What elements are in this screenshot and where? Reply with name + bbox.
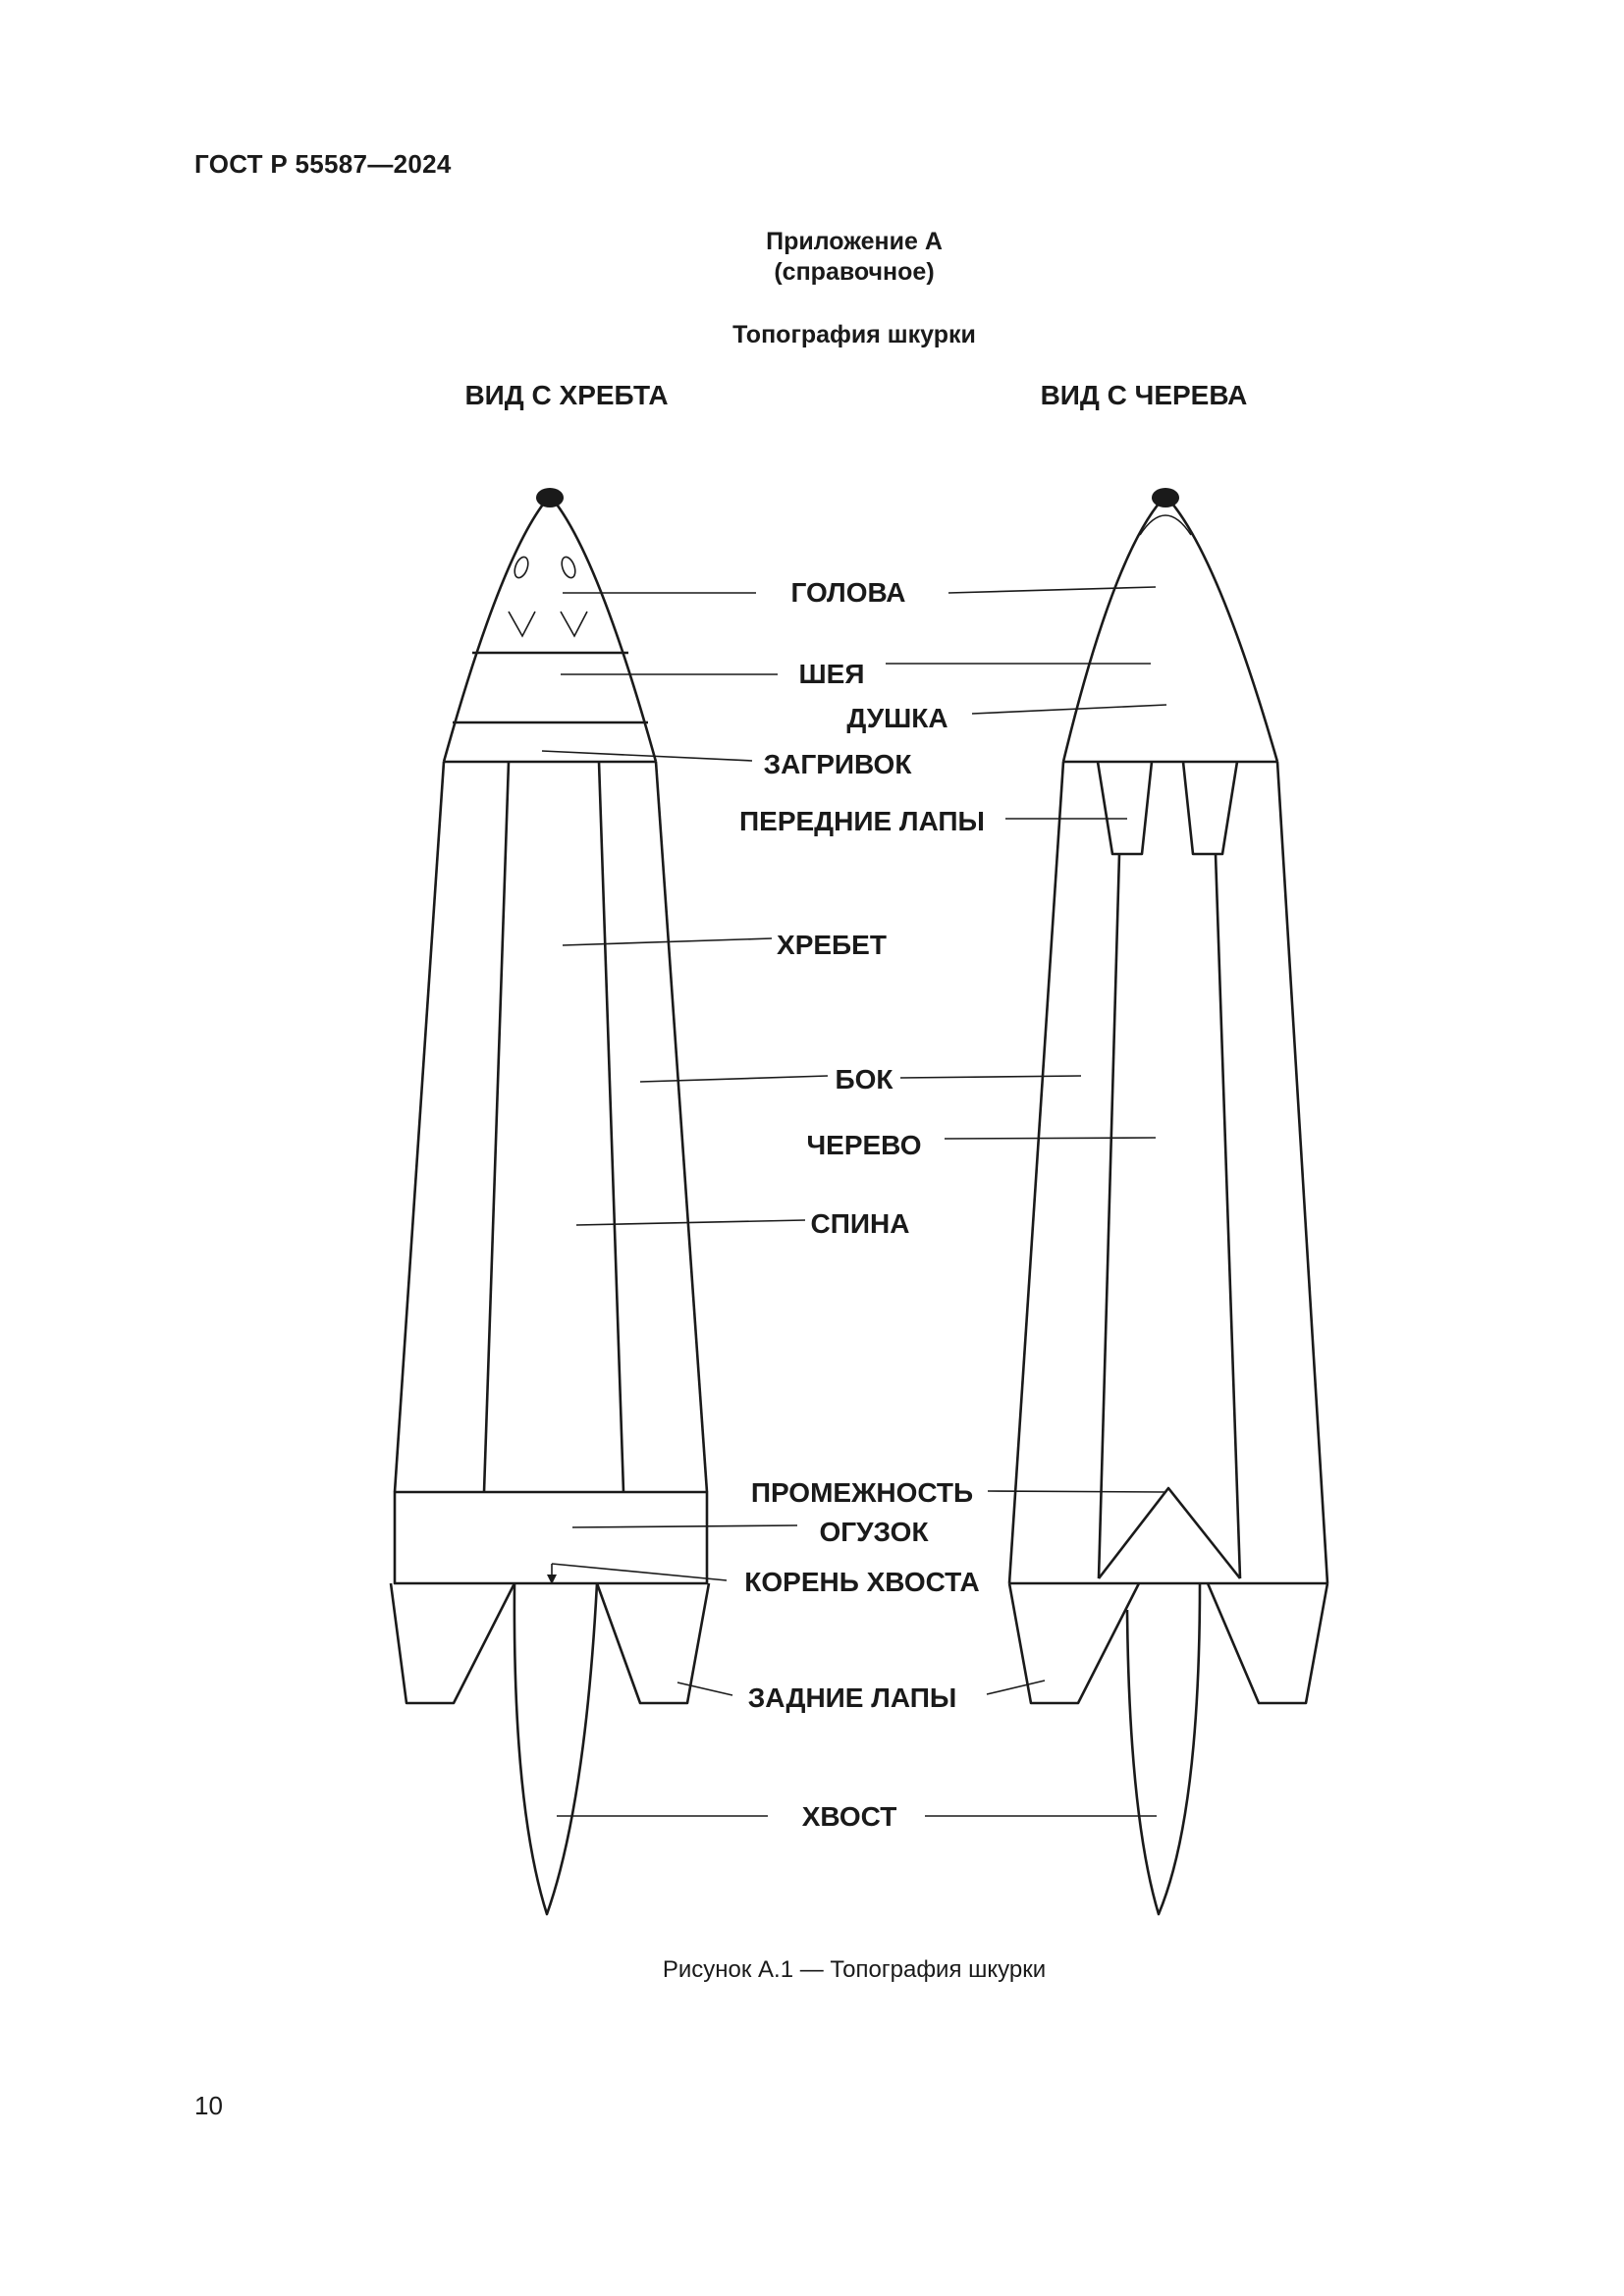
ventral-head-outline <box>1063 496 1277 762</box>
leader-crotch-right <box>988 1491 1166 1492</box>
dorsal-ridge-left <box>484 762 509 1492</box>
label-neck: ШЕЯ <box>798 659 865 689</box>
label-hind-paws: ЗАДНИЕ ЛАПЫ <box>747 1682 957 1713</box>
ventral-front-paw-left <box>1098 762 1152 854</box>
label-rump: ОГУЗОК <box>819 1517 929 1547</box>
dorsal-nose <box>536 488 564 507</box>
leader-hind-paws-right <box>987 1681 1045 1694</box>
leader-head-right <box>948 587 1156 593</box>
label-head: ГОЛОВА <box>790 577 906 608</box>
leader-rump-left <box>572 1525 797 1527</box>
dorsal-ear-right <box>561 612 587 636</box>
leader-throat-right <box>972 705 1166 714</box>
ventral-front-paw-right <box>1183 762 1237 854</box>
ventral-belly-left <box>1099 854 1119 1578</box>
leader-hind-paws-left <box>677 1682 732 1695</box>
ventral-tail <box>1127 1583 1200 1914</box>
dorsal-ridge-right <box>599 762 623 1492</box>
document-code: ГОСТ Р 55587—2024 <box>194 149 452 179</box>
leader-belly-right <box>945 1138 1156 1139</box>
view-right-title: ВИД С ЧЕРЕВА <box>1040 380 1248 410</box>
ventral-nose <box>1152 488 1179 507</box>
dorsal-eye-left <box>513 556 531 580</box>
dorsal-rump-band <box>395 1492 707 1583</box>
dorsal-tail <box>514 1583 597 1914</box>
view-left-title: ВИД С ХРЕБТА <box>464 380 669 410</box>
label-crotch: ПРОМЕЖНОСТЬ <box>750 1477 974 1508</box>
pelt-ventral-view <box>1009 488 1327 1914</box>
leader-back-left <box>576 1220 805 1225</box>
dorsal-outer-right <box>656 762 707 1492</box>
figure-caption: Рисунок А.1 — Топография шкурки <box>662 1956 1047 1983</box>
label-tail-root: КОРЕНЬ ХВОСТА <box>744 1567 980 1597</box>
dorsal-hind-leg-left <box>391 1583 514 1703</box>
diagram-labels <box>739 577 985 1832</box>
ventral-outer-left <box>1009 762 1063 1583</box>
label-side: БОК <box>835 1064 893 1095</box>
annex-note: (справочное) <box>774 258 935 286</box>
dorsal-ear-left <box>509 612 535 636</box>
ventral-hind-leg-right <box>1208 1583 1327 1703</box>
label-back: СПИНА <box>810 1208 910 1239</box>
dorsal-outer-left <box>395 762 444 1492</box>
dorsal-eye-right <box>560 556 578 580</box>
figure-heading: Топография шкурки <box>732 321 976 348</box>
ventral-outer-right <box>1277 762 1327 1583</box>
pelt-dorsal-view <box>391 488 709 1914</box>
leader-side-right <box>900 1076 1081 1078</box>
ventral-hind-leg-left <box>1009 1583 1139 1703</box>
label-ridge: ХРЕБЕТ <box>777 930 887 960</box>
label-front-paws: ПЕРЕДНИЕ ЛАПЫ <box>739 806 985 836</box>
label-scruff: ЗАГРИВОК <box>763 749 912 779</box>
page-number: 10 <box>194 2091 223 2120</box>
annex-title: Приложение А <box>766 228 943 255</box>
ventral-belly-right <box>1216 854 1240 1578</box>
leader-side-left <box>640 1076 828 1082</box>
label-throat: ДУШКА <box>846 703 948 733</box>
ventral-crotch-triangle <box>1099 1488 1240 1578</box>
leader-tail-root-left <box>552 1564 727 1580</box>
leader-scruff-left <box>542 751 752 761</box>
label-belly: ЧЕРЕВО <box>806 1130 922 1160</box>
label-tail: ХВОСТ <box>801 1801 897 1832</box>
